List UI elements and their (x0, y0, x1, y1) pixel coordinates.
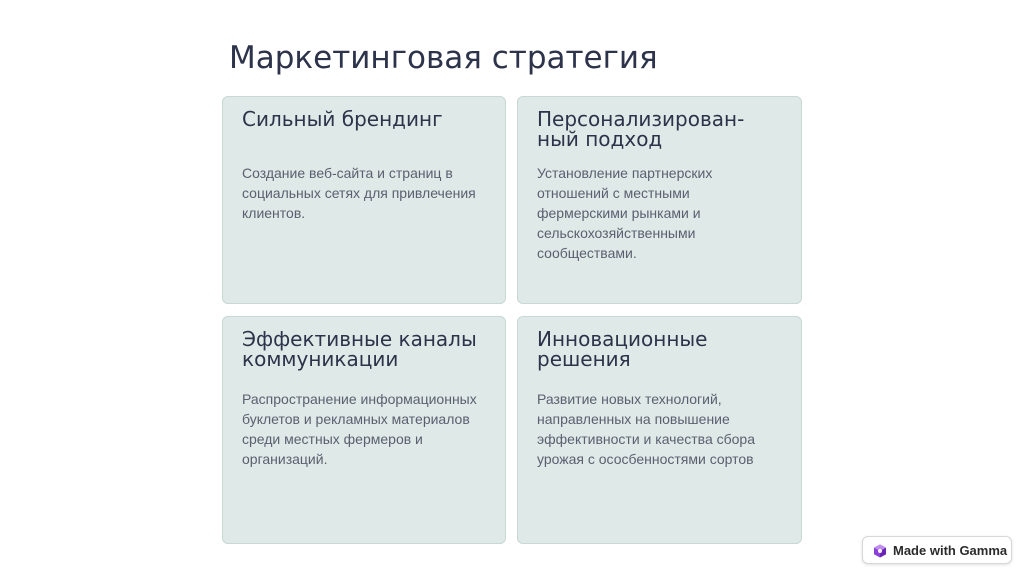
card-communication-channels (222, 316, 506, 544)
card-title: Сильный брендинг (242, 107, 443, 131)
card-personalized-approach (517, 96, 802, 304)
badge-label: Made with Gamma (893, 542, 1008, 558)
card-title: Эффективные каналы коммуникации (242, 327, 477, 371)
card-description: Создание веб-сайта и страниц в социальных сетях для привлечения клиентов. (242, 165, 476, 221)
card-strong-branding (222, 96, 506, 304)
card-description: Развитие новых технологий, направленных на повышение эффективности и качества сбора урожая с ососбенностями сортов (537, 391, 756, 467)
card-description: Установление партнерских отношений с местными фермерскими рынками и сельскохозяйственными сообществами. (537, 165, 713, 261)
slide-title: Маркетинговая стратегия (229, 40, 658, 76)
made-with-gamma-badge[interactable] (862, 536, 1012, 564)
card-description: Распространение информационных буклетов и рекламных материалов среди местных фермеров и организаций. (242, 391, 477, 467)
card-innovative-solutions (517, 316, 802, 544)
card-title: Персонализирован- ный подход (537, 107, 745, 151)
card-title: Инновационные решения (537, 327, 708, 371)
gamma-logo-icon (873, 543, 887, 557)
